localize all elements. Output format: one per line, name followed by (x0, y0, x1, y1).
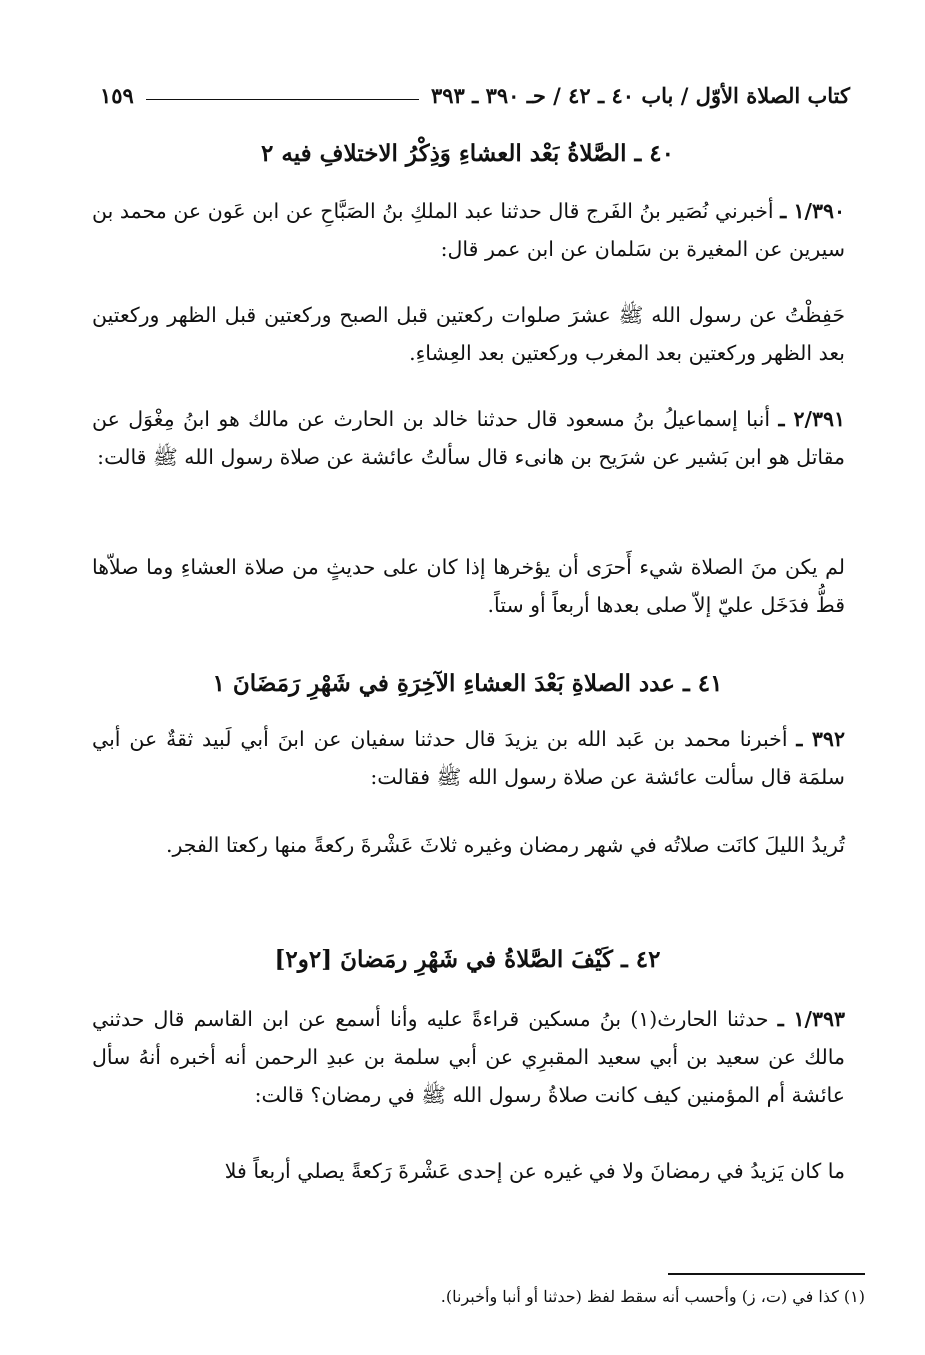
hadith-number: ٢/٣٩١ ـ (778, 407, 845, 431)
hadith-matn-391: لم يكن منَ الصلاة شيء أَحرَى أن يؤخرها إذا كان على حديثٍ من صلاة العشاءِ وما صلاّها قطُّ فدَخَل عليّ إلاّ صلى بعدها أربعاً أو ستاً. (92, 555, 845, 617)
section-heading-41: ٤١ ـ عدد الصلاةِ بَعْدَ العشاءِ الآخِرَةِ في شَهْرِ رَمَضَانَ ١ (212, 670, 723, 697)
hadith-matn-393: ما كان يَزيدُ في رمضانَ ولا في غيره عن إحدى عَشْرةَ رَكعةً يصلي أربعاً فلا (224, 1159, 845, 1183)
footnote-rule (668, 1273, 865, 1275)
hadith-isnad-390 (92, 192, 845, 268)
running-title: كتاب الصلاة الأوّل / باب ٤٠ ـ ٤٢ / حـ ٣٩٠ ـ ٣٩٣ (430, 82, 850, 108)
hadith-number: ٣٩٢ ـ (796, 727, 845, 751)
hadith-isnad-text: أخبرني نُصَير بنُ الفَرج قال حدثنا عبد الملكِ بنُ الصَبَّاحِ عن ابن عَون عن محمد بن سيرين عن المغيرة بن سَلمان عن ابن عمر قال: (92, 199, 845, 261)
hadith-isnad-393 (92, 1000, 845, 1114)
hadith-isnad-text: حدثنا الحارث(١) بنُ مسكين قراءةً عليه وأنا أسمع عن ابن القاسم قال حدثني مالك عن سعيد بن أبي سعيد المقبرِي عن أبي سلمة بن عبدِ الرحمن أنه أخبره أنهُ سأل عائشة أم المؤمنين كيف كانت صلاةُ رسول الله ﷺ في رمضان؟ قالت: (92, 1007, 845, 1107)
hadith-isnad-392 (92, 720, 845, 796)
hadith-isnad-text: أنبا إسماعيلُ بنُ مسعود قال حدثنا خالد بن الحارث عن مالك هو ابنُ مِغْوَل عن مقاتل هو ابن بَشير عن شرَيح بن هانىء قال سألتُ عائشة عن صلاة رسول الله ﷺ قالت: (92, 407, 845, 469)
hadith-number: ١/٣٩٠ ـ (780, 199, 845, 223)
hadith-number: ١/٣٩٣ ـ (777, 1007, 845, 1031)
hadith-isnad-text: أخبرنا محمد بن عَبد الله بن يزيدَ قال حدثنا سفيان عن ابنَ أبي لَبيد ثقةٌ عن أبي سلمَة قال سألت عائشة عن صلاة رسول الله ﷺ فقالت: (92, 727, 845, 789)
footnote: (١) كذا في (ت، ز) وأحسب أنه سقط لفظ (حدثنا أو أنبا وأخبرنا). (440, 1287, 865, 1306)
hadith-matn-390: حَفِظْتُ عن رسول الله ﷺ عشرَ صلوات ركعتين قبل الصبح وركعتين قبل الظهر وركعتين بعد الظهر وركعتين بعد المغرب وركعتين بعد العِشاءِ. (92, 303, 845, 365)
section-heading-42: ٤٢ ـ كَيْفَ الصَّلاةُ في شَهْرِ رمَضانَ [٢و٢] (274, 946, 661, 973)
hadith-isnad-391 (92, 400, 845, 476)
running-header (100, 78, 850, 112)
page-number: ١٥٩ (100, 82, 134, 108)
header-rule (146, 99, 419, 100)
section-heading-40: ٤٠ ـ الصَّلاةُ بَعْد العشاءِ وَذِكْرُ الاختلافِ فيه ٢ (261, 140, 674, 167)
hadith-matn-392: تُريدُ الليلَ كانَت صلاتُه في شهر رمضان وغيره ثلاثَ عَشْرةَ ركعةً منها ركعتا الفجر. (165, 833, 845, 857)
